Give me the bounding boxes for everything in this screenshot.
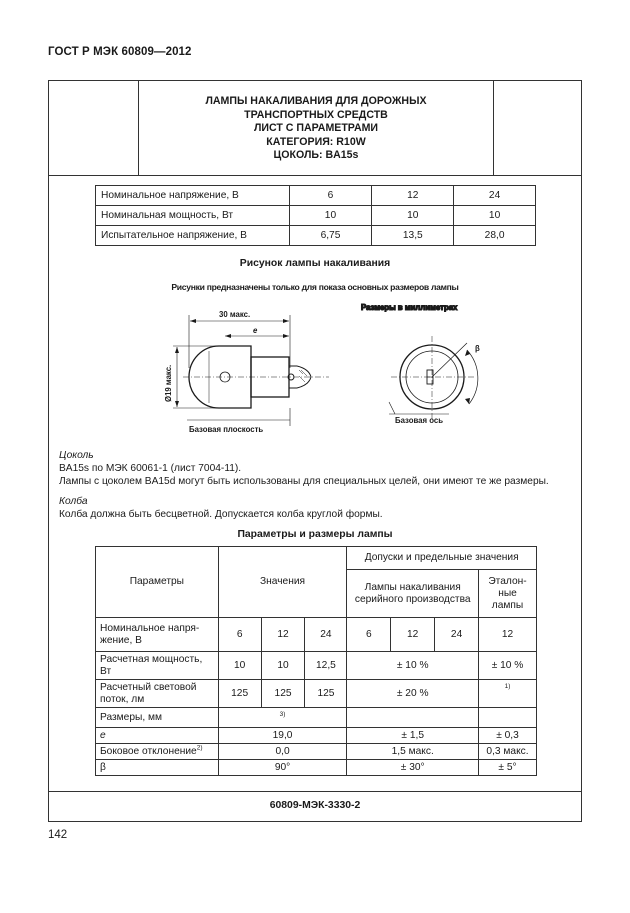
ref-plane-label: Базовая плоскость <box>189 425 264 434</box>
cell-value: 10 <box>289 206 372 226</box>
parameters-table <box>95 546 537 776</box>
cell-value: ± 20 % <box>347 680 479 708</box>
sheet-frame <box>48 80 582 822</box>
row-label: Номинальное напря-жение, В <box>96 618 219 652</box>
cell-value: 0,0 <box>218 744 347 760</box>
header-line-5: ЦОКОЛЬ: BA15s <box>273 149 359 162</box>
header-title <box>139 95 493 163</box>
cell-value: 10 <box>218 652 261 680</box>
header-values: Значения <box>218 547 347 618</box>
cell-value: 19,0 <box>218 728 347 744</box>
header-serial: Лампы накаливания серийного производства <box>347 570 479 618</box>
cell-value: ± 10 % <box>347 652 479 680</box>
figure-title: Рисунок лампы накаливания <box>239 258 391 269</box>
dim-length-label: 30 макс. <box>219 310 251 319</box>
row-label: Расчетный световой поток, лм <box>96 680 219 708</box>
footnote-ref: 2) <box>196 744 203 752</box>
cell-value: 12 <box>261 618 305 652</box>
cell-value: 28,0 <box>454 226 536 246</box>
row-label: Испытательное напряжение, В <box>96 226 290 246</box>
cell-value: 24 <box>435 618 479 652</box>
units-label: Размеры в миллиметрах <box>361 303 458 312</box>
cell-value: 90° <box>218 760 347 776</box>
cap-line-2: Лампы с цоколем BA15d могут быть использованы для специальных целей, они имеют те же размеры. <box>59 476 549 487</box>
bulb-heading: Колба <box>59 496 88 507</box>
cell-value: 12 <box>372 186 454 206</box>
cap-line-1: BA15s по МЭК 60061-1 (лист 7004-11). <box>59 463 242 474</box>
header-line-2: ТРАНСПОРТНЫХ СРЕДСТВ <box>244 108 388 121</box>
cell-value: 125 <box>218 680 261 708</box>
cell-value: ± 10 % <box>479 652 537 680</box>
empty-cell <box>479 708 537 728</box>
table-row <box>96 206 536 226</box>
sheet-header <box>49 81 581 176</box>
cell-value: 24 <box>305 618 347 652</box>
params-table-title: Параметры и размеры лампы <box>237 529 393 540</box>
cell-value: 24 <box>454 186 536 206</box>
dim-e-label: e <box>253 326 258 335</box>
cell-value: 1,5 макс. <box>347 744 479 760</box>
header-right-cell <box>493 81 581 175</box>
bulb-line-1: Колба должна быть бесцветной. Допускается колба круглой формы. <box>59 509 383 520</box>
beta-label: β <box>475 344 480 353</box>
dim-diameter-label: Ø19 макс. <box>164 364 173 402</box>
cell-value: 12 <box>391 618 435 652</box>
rated-values-table <box>95 185 536 246</box>
header-line-1: ЛАМПЫ НАКАЛИВАНИЯ ДЛЯ ДОРОЖНЫХ <box>205 95 427 107</box>
table-row <box>96 760 537 776</box>
footnote-ref: 1) <box>479 680 537 708</box>
row-label: Номинальное напряжение, В <box>96 186 290 206</box>
table-row <box>96 226 536 246</box>
cell-value: ± 30° <box>347 760 479 776</box>
cell-value: 125 <box>305 680 347 708</box>
lamp-drawing <box>149 303 489 446</box>
cell-value: 6 <box>289 186 372 206</box>
document-code: ГОСТ Р МЭК 60809—2012 <box>48 46 192 58</box>
cell-value: 10 <box>372 206 454 226</box>
cell-value: 12 <box>479 618 537 652</box>
lamp-drawing-svg <box>149 303 489 446</box>
page-number: 142 <box>48 829 68 841</box>
cell-value: 12,5 <box>305 652 347 680</box>
cell-value: 10 <box>261 652 305 680</box>
footer-divider <box>49 791 581 792</box>
cell-value: 0,3 макс. <box>479 744 537 760</box>
cell-value: 10 <box>454 206 536 226</box>
table-row <box>96 744 537 760</box>
table-row <box>96 186 536 206</box>
table-row <box>96 708 537 728</box>
row-label: e <box>96 728 219 744</box>
table-row <box>96 547 537 570</box>
cell-value: 6 <box>218 618 261 652</box>
row-label: Номинальная мощность, Вт <box>96 206 290 226</box>
row-label-lateral <box>96 744 219 760</box>
header-left-cell <box>49 81 139 175</box>
footer-code: 60809-МЭК-3330-2 <box>269 800 361 811</box>
cell-value: ± 0,3 <box>479 728 537 744</box>
cell-value: 125 <box>261 680 305 708</box>
header-params: Параметры <box>96 547 219 618</box>
row-label: Расчетная мощность, Вт <box>96 652 219 680</box>
cap-heading: Цоколь <box>59 450 94 461</box>
cell-value: ± 1,5 <box>347 728 479 744</box>
footnote-ref: 3) <box>218 708 347 728</box>
table-row <box>96 728 537 744</box>
row-label: Боковое отклонение <box>100 745 197 757</box>
header-reference: Эталон-ные лампы <box>479 570 537 618</box>
row-label: Размеры, мм <box>96 708 219 728</box>
header-line-4: КАТЕГОРИЯ: R10W <box>266 135 366 148</box>
cell-value: ± 5° <box>479 760 537 776</box>
table-row <box>96 680 537 708</box>
cell-value: 6 <box>347 618 391 652</box>
header-line-3: ЛИСТ С ПАРАМЕТРАМИ <box>253 122 379 135</box>
empty-cell <box>347 708 479 728</box>
row-label: β <box>96 760 219 776</box>
ref-axis-label: Базовая ось <box>395 416 444 425</box>
figure-note: Рисунки предназначены только для показа основных размеров лампы <box>171 282 459 292</box>
header-tolerances: Допуски и предельные значения <box>347 547 537 570</box>
cell-value: 13,5 <box>372 226 454 246</box>
cell-value: 6,75 <box>289 226 372 246</box>
table-row <box>96 652 537 680</box>
table-row <box>96 618 537 652</box>
